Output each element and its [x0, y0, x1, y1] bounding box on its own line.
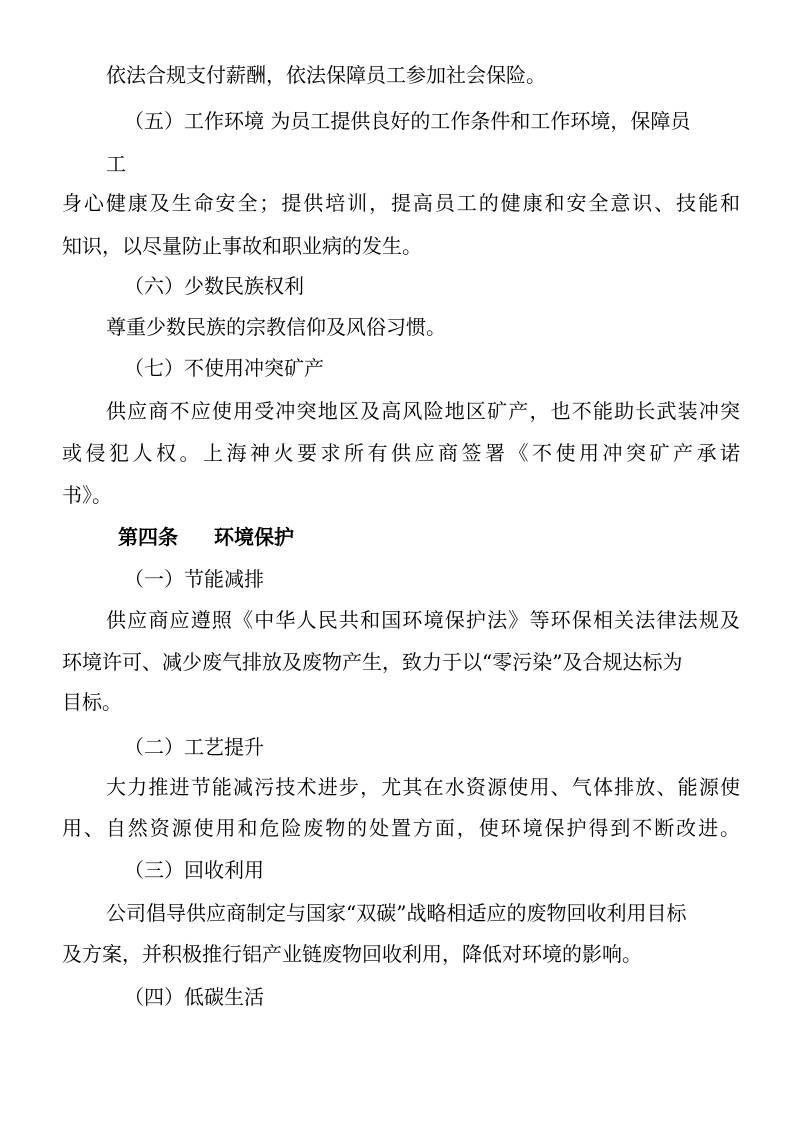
paragraph-line: 及方案，并积极推行铝产业链废物回收利用，降低对环境的影响。	[62, 942, 642, 966]
section-heading: （一）节能减排	[124, 567, 264, 591]
paragraph-line: 用、自然资源使用和危险废物的处置方面，使环境保护得到不断改进。	[62, 816, 740, 840]
section-heading: （二）工艺提升	[124, 735, 264, 759]
paragraph-line: 或侵犯人权。上海神火要求所有供应商签署《不使用冲突矿产承诺	[62, 441, 740, 465]
paragraph-line: 书》。	[62, 483, 112, 507]
paragraph-line: 工	[106, 152, 126, 176]
section-heading: （七）不使用冲突矿产	[124, 356, 324, 380]
article-number: 第四条	[118, 525, 178, 549]
section-heading: （四）低碳生活	[124, 985, 264, 1009]
paragraph-line: 供应商不应使用受冲突地区及高风险地区矿产，也不能助长武装冲突	[106, 399, 740, 423]
paragraph-line: 身心健康及生命安全；提供培训，提高员工的健康和安全意识、技能和	[62, 191, 740, 215]
article-heading	[118, 523, 294, 551]
paragraph-line: 依法合规支付薪酬，依法保障员工参加社会保险。	[106, 63, 546, 87]
section-heading: （三）回收利用	[124, 858, 264, 882]
paragraph-line: 尊重少数民族的宗教信仰及风俗习惯。	[106, 315, 446, 339]
article-title: 环境保护	[214, 525, 294, 549]
paragraph-line: 大力推进节能减污技术进步，尤其在水资源使用、气体排放、能源使	[106, 775, 740, 799]
section-heading: （五）工作环境 为员工提供良好的工作条件和工作环境，保障员	[124, 109, 691, 133]
section-heading: （六）少数民族权利	[124, 274, 304, 298]
paragraph-line: 环境许可、减少废气排放及废物产生，致力于以“零污染”及合规达标为	[62, 650, 683, 674]
paragraph-line: 供应商应遵照《中华人民共和国环境保护法》等环保相关法律法规及	[106, 608, 740, 632]
paragraph-line: 知识，以尽量防止事故和职业病的发生。	[62, 234, 422, 258]
paragraph-line: 目标。	[62, 690, 122, 714]
paragraph-line: 公司倡导供应商制定与国家“双碳”战略相适应的废物回收利用目标	[106, 901, 687, 925]
